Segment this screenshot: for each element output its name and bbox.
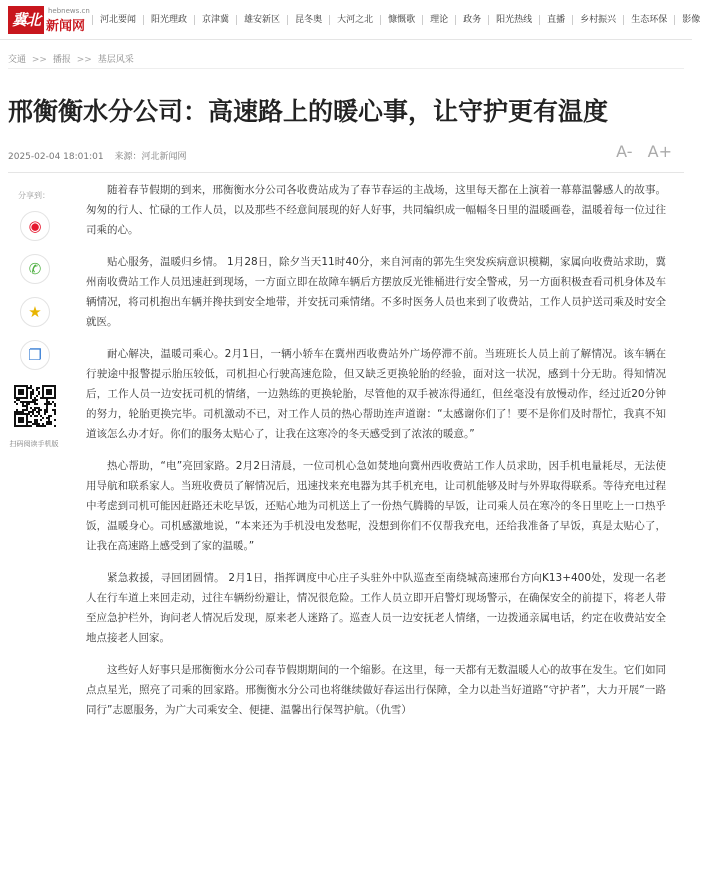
top-navigation-bar	[0, 0, 701, 40]
logo-url: hebnews.cn	[48, 7, 90, 15]
wechat-share-icon[interactable]: ✆	[20, 254, 50, 284]
font-larger-button[interactable]: A+	[647, 142, 672, 161]
breadcrumb-item[interactable]: 交通	[8, 55, 27, 65]
article-paragraph: 随着春节假期的到来，邢衡衡水分公司各收费站成为了春节春运的主战场，这里每天都在上演着一幕幕温馨感人的故事。匆匆的行人、忙碌的工作人员，以及那些不经意间展现的好人好事，共同编织成一幅幅冬日里的温暖画卷，温暖着每一位过往司乘的心。	[86, 184, 666, 236]
main-nav	[92, 0, 707, 40]
nav-item[interactable]: 雄安新区	[236, 15, 287, 25]
breadcrumb-item[interactable]: 基层风采	[97, 55, 134, 65]
nav-item[interactable]: 政务	[455, 15, 488, 25]
nav-item[interactable]: 影像	[674, 15, 707, 25]
qr-label: 扫码阅读手机版	[9, 440, 59, 448]
article-paragraph: 这些好人好事只是邢衡衡水分公司春节假期期间的一个缩影。在这里，每一天都有无数温暖人心的故事在发生。它们如同点点星光，照亮了司乘的回家路。邢衡衡水分公司也将继续做好春运出行保障，全力以赴当好道路“守护者”，大力开展“一路同行”志愿服务，为广大司乘安全、便捷、温馨出行保驾护航。（仇雪）	[86, 664, 666, 716]
article-source: 来源：河北新闻网	[114, 152, 187, 162]
breadcrumb	[8, 52, 134, 65]
logo-mark: 冀北	[8, 6, 44, 34]
article-paragraph: 紧急救援，寻回团圆情。 2月1日，指挥调度中心庄子头驻外中队巡查至南绕城高速邢台方向K13+400处，发现一名老人在行车道上来回走动，过往车辆纷纷避让，情况很危险。工作人员立即开启警灯现场警示，在确保安全的前提下，将老人带至应急护栏外，询问老人情况后发现，原来老人迷路了。巡查人员一边安抚老人情绪，一边拨通亲属电话，约定在收费站安全地点接老人回家。	[86, 572, 666, 644]
favorite-icon[interactable]: ★	[20, 297, 50, 327]
nav-item[interactable]: 京津冀	[194, 15, 236, 25]
nav-item[interactable]: 慷慨歌	[380, 15, 422, 25]
logo-name: 新闻网	[46, 19, 86, 34]
article-title: 邢衡衡水分公司：高速路上的暖心事，让守护更有温度	[8, 97, 609, 126]
breadcrumb-separator: >>	[31, 55, 47, 65]
nav-item[interactable]: 生态环保	[623, 15, 674, 25]
qr-code-icon	[12, 383, 58, 435]
article-paragraph: 贴心服务，温暖归乡情。 1月28日，除夕当天11时40分，来自河南的郭先生突发疾病意识模糊，家属向收费站求助，冀州南收费站工作人员迅速赶到现场，一方面立即在故障车辆后方摆放反光锥桶进行安全警戒，另一方面积极查看司机身体及车辆情况，将司机抱出车辆并搀扶到安全地带，并安抚司乘情绪。不多时医务人员也来到了收费站，工作人员护送司乘及时安全就医。	[86, 256, 666, 328]
share-label: 分享到：	[18, 191, 50, 200]
nav-item[interactable]: 大河之北	[329, 15, 380, 25]
nav-item[interactable]: 河北要闻	[92, 15, 143, 25]
copy-link-icon[interactable]: ❐	[20, 340, 50, 370]
nav-item[interactable]: 直播	[539, 15, 572, 25]
breadcrumb-separator: >>	[76, 55, 92, 65]
divider	[8, 68, 684, 69]
nav-item[interactable]: 理论	[422, 15, 455, 25]
font-smaller-button[interactable]: A-	[616, 142, 633, 161]
article-paragraph: 热心帮助，“电”亮回家路。2月2日清晨，一位司机心急如焚地向冀州西收费站工作人员求助，因手机电量耗尽，无法使用导航和联系家人。当班收费员了解情况后，迅速找来充电器为其手机充电，让司机能够及时与外界取得联系。等待充电过程中考虑到司机可能因赶路还未吃早饭，还贴心地为司机送上了一份热气腾腾的早饭，让司乘人员在寒冷的冬日里吃上一口热乎饭，温暖身心。司机感激地说，“本来还为手机没电发愁呢，没想到你们不仅帮我充电，还给我准备了早饭，真是太贴心了，让我在高速路上感受到了家的温暖。”	[86, 460, 666, 552]
nav-item[interactable]: 昆冬奥	[287, 15, 329, 25]
weibo-share-icon[interactable]: ◉	[20, 211, 50, 241]
share-panel	[8, 190, 62, 449]
nav-item[interactable]: 阳光理政	[143, 15, 194, 25]
font-size-controls	[606, 142, 672, 161]
article-paragraph: 耐心解决，温暖司乘心。2月1日，一辆小轿车在冀州西收费站外广场停滞不前。当班班长人员上前了解情况。该车辆在行驶途中报警提示胎压较低，司机担心行驶高速危险，但又缺乏更换轮胎的经验，面对这一状况，感到十分无助。得知情况后，工作人员一边安抚司机的情绪，一边熟练的更换轮胎，尽管他的双手被冻得通红，但丝毫没有放慢动作，经过近20分钟的努力，轮胎更换完毕。司机激动不已，对工作人员的热心帮助连声道谢：“太感谢你们了！要不是你们及时帮忙，我真不知道该怎么办才好。你们的服务太贴心了，让我在这寒冷的冬天感受到了浓浓的暖意。”	[86, 348, 666, 440]
breadcrumb-item[interactable]: 播报	[52, 55, 71, 65]
nav-item[interactable]: 乡村振兴	[572, 15, 623, 25]
publish-date: 2025-02-04 18:01:01	[8, 152, 104, 162]
nav-item[interactable]: 阳光热线	[488, 15, 539, 25]
article-meta	[8, 149, 194, 162]
site-logo[interactable]	[8, 6, 88, 34]
article-body	[86, 180, 666, 732]
divider	[8, 172, 684, 173]
